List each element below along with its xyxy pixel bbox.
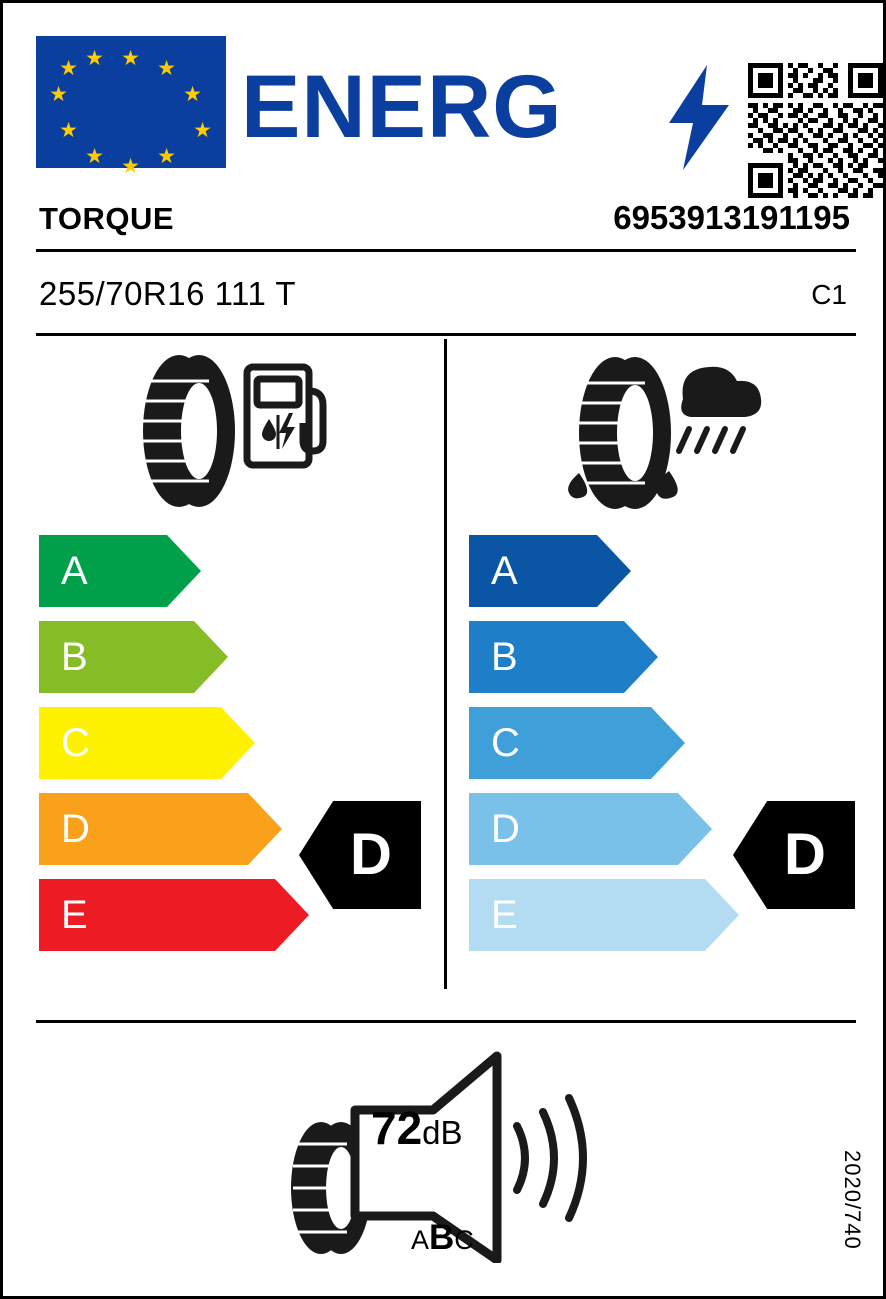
wet-grade-a-label: A [491, 549, 518, 593]
divider-size [36, 333, 856, 336]
divider-brand [36, 249, 856, 252]
fuel-grade-e-label: E [61, 893, 88, 937]
noise-db-number: 72 [371, 1102, 423, 1154]
noise-db-unit: dB [422, 1114, 463, 1151]
lightning-bolt-icon [669, 65, 729, 170]
qr-code-icon [748, 63, 883, 198]
brand-name: TORQUE [39, 201, 175, 236]
noise-class-c: C [454, 1225, 474, 1255]
tyre-class: C1 [811, 279, 847, 310]
divider-vertical [444, 339, 447, 989]
label-header [36, 33, 856, 178]
wet-grade-d-label: D [491, 807, 520, 851]
regulation-number: 2020/740 [840, 1150, 865, 1250]
noise-class-a: A [411, 1225, 430, 1255]
wet-grade-e-label: E [491, 893, 518, 937]
fuel-grade-d-label: D [61, 807, 90, 851]
tyre-size: 255/70R16 111 T [39, 275, 297, 312]
fuel-grade-c-label: C [61, 721, 90, 765]
wet-grade-c-label: C [491, 721, 520, 765]
wet-result-badge [733, 801, 855, 909]
page-title: ENERG [241, 56, 563, 156]
eu-flag-icon: ★ ★ ★ ★ ★ ★ ★ ★ ★ ★ ★ [36, 36, 226, 168]
fuel-pump-tyre-icon [123, 351, 333, 511]
noise-class-b: B [429, 1218, 455, 1257]
noise-value [371, 1101, 463, 1155]
fuel-grade-b-label: B [61, 635, 88, 679]
wet-grade-b-label: B [491, 635, 518, 679]
noise-class-row [411, 1218, 474, 1258]
fuel-grade-a-label: A [61, 549, 88, 593]
fuel-result-badge [299, 801, 421, 909]
wet-result-label: D [784, 822, 826, 887]
divider-noise [36, 1020, 856, 1023]
tyre-code: 6953913191195 [613, 199, 850, 236]
rain-cloud-tyre-icon [543, 351, 788, 516]
fuel-result-label: D [350, 822, 392, 887]
